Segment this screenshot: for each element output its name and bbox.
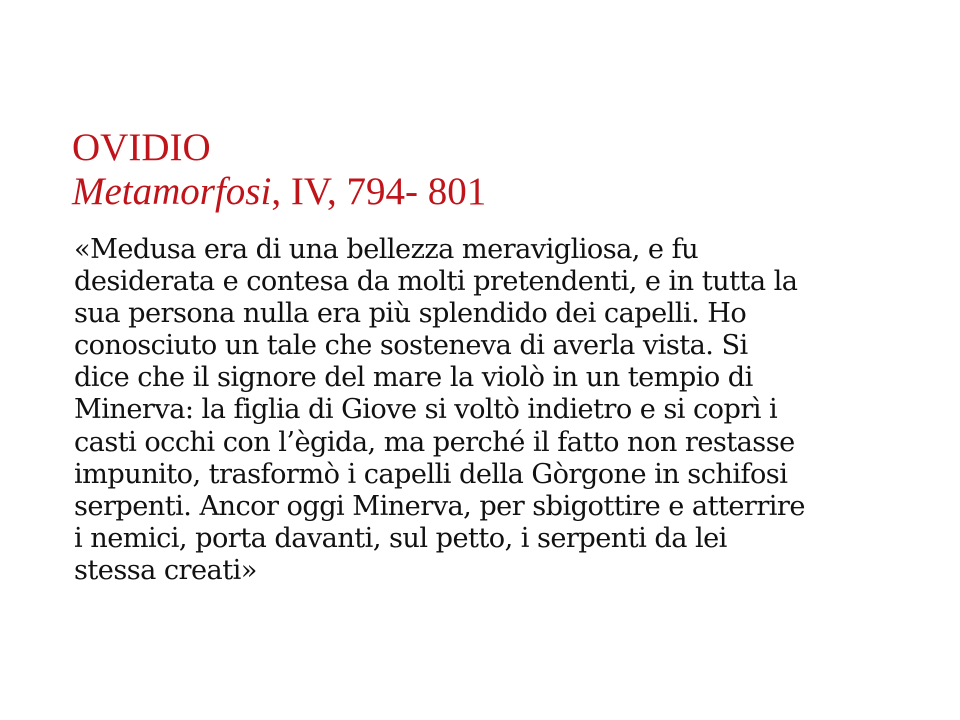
quote-line: dice che il signore del mare la violò in un tempio di [74,362,753,394]
quote-line: i nemici, porta davanti, sul petto, i serpenti da lei [74,522,727,554]
quote-text [74,234,904,587]
author-title: OVIDIO [72,126,211,169]
quote-line: conosciuto un tale che sosteneva di averla vista. Si [74,330,748,362]
title-block [72,126,892,214]
quote-line: Minerva: la figlia di Giove si voltò indietro e si coprì i [74,394,778,426]
quote-line: sua persona nulla era più splendido dei capelli. Ho [74,298,747,330]
quote-line: desiderata e contesa da molti pretendenti, e in tutta la [74,266,798,298]
quote-line: impunito, trasformò i capelli della Gòrgone in schifosi [74,458,788,490]
quote-line: serpenti. Ancor oggi Minerva, per sbigottire e atterrire [74,490,805,522]
work-citation [72,170,892,214]
work-title: Metamorfosi [72,170,272,213]
quote-line: «Medusa era di una bellezza meravigliosa, e fu [74,234,699,265]
work-reference: , IV, 794- 801 [271,170,487,213]
quote-line: casti occhi con l’ègida, ma perché il fatto non restasse [74,426,795,458]
quote-line: stessa creati» [74,554,257,586]
